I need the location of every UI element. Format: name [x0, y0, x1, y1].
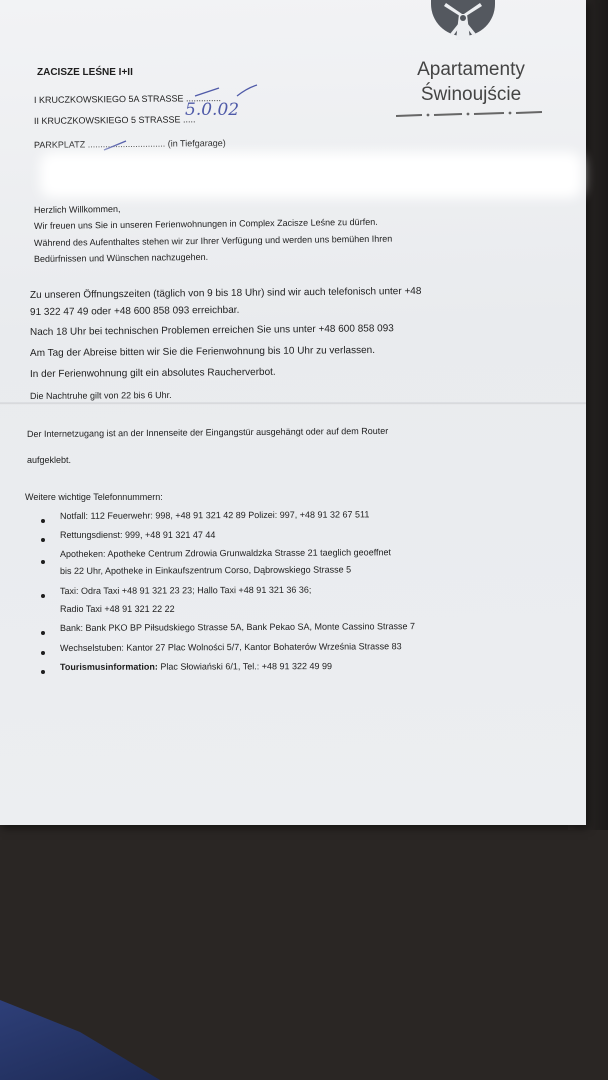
bullet — [41, 519, 45, 523]
hours-line-1: Zu unseren Öffnungszeiten (täglich von 9 bis 18 Uhr) sind wir auch telefonisch unter +48 — [29, 285, 422, 301]
exchange-line: Wechselstuben: Kantor 27 Plac Wolności 5/7, Kantor Bohaterów Września Strasse 83 — [59, 641, 402, 653]
bank-line: Bank: Bank PKO BP Piłsudskiego Strasse 5A, Bank Pekao SA, Monte Cassino Strasse 7 — [59, 621, 416, 633]
bullet — [41, 670, 45, 674]
redacted-area — [40, 152, 582, 198]
address-line-1: I KRUCZKOWSKIEGO 5A STRASSE .............. — [33, 93, 222, 105]
address-line-2: II KRUCZKOWSKIEGO 5 STRASSE ..... — [33, 114, 196, 126]
paper-fold — [0, 402, 586, 405]
emergency-numbers: Notfall: 112 Feuerwehr: 998, +48 91 321 42 89 Polizei: 997, +48 91 32 67 511 — [59, 509, 370, 521]
taxi-line-2: Radio Taxi +48 91 321 22 22 — [60, 604, 175, 614]
bullet — [41, 538, 45, 542]
parking-line: PARKPLATZ ............................... (in Tiefgarage) — [33, 137, 226, 150]
bullet — [41, 560, 45, 564]
brand-underline — [396, 110, 544, 118]
internet-line-1: Der Internetzugang ist an der Innenseite der Eingangstür ausgehängt oder auf dem Router — [26, 425, 389, 439]
smoking-line: In der Ferienwohnung gilt ein absolutes Raucherverbot. — [29, 366, 276, 380]
departure-line: Am Tag der Abreise bitten wir Sie die Ferienwohnung bis 10 Uhr zu verlassen. — [29, 344, 376, 359]
internet-line-2: aufgeklebt. — [27, 455, 72, 465]
brand-line-1: Apartamenty — [417, 59, 525, 80]
quiet-hours-line: Die Nachtruhe gilt von 22 bis 6 Uhr. — [29, 390, 172, 401]
handwritten-apartment-number: 5.0.02 — [185, 100, 240, 120]
greeting: Herzlich Willkommen, — [33, 203, 121, 215]
welcome-line-2: Während des Aufenthaltes stehen wir zur Ihrer Verfügung und werden uns bemühen Ihren — [33, 233, 393, 248]
tech-support-line: Nach 18 Uhr bei technischen Problemen erreichen Sie uns unter +48 600 858 093 — [29, 323, 394, 338]
bullet — [41, 594, 45, 598]
pharmacy-line-2: bis 22 Uhr, Apotheke in Einkaufszentrum Corso, Dąbrowskiego Strasse 5 — [59, 564, 352, 576]
welcome-line-1: Wir freuen uns Sie in unseren Ferienwohnungen in Complex Zacisze Leśne zu dürfen. — [33, 216, 378, 231]
windmill-icon — [430, 0, 496, 52]
tourism-label: Tourismusinformation: — [59, 661, 158, 672]
bullet — [41, 631, 45, 635]
taxi-line-1: Taxi: Odra Taxi +48 91 321 23 23; Hallo Taxi +48 91 321 36 36; — [59, 584, 312, 596]
brand-line-2: Świnoujście — [420, 84, 522, 105]
complex-title: ZACISZE LEŚNE I+II — [37, 67, 133, 78]
welcome-line-3: Bedürfnissen und Wünschen nachzugehen. — [33, 251, 209, 264]
bullet — [41, 651, 45, 655]
ambulance-number: Rettungsdienst: 999, +48 91 321 47 44 — [60, 530, 216, 540]
pharmacy-line-1: Apotheken: Apotheke Centrum Zdrowia Grunwaldzka Strasse 21 taeglich geoeffnet — [59, 547, 392, 559]
tourism-value: Plac Słowiański 6/1, Tel.: +48 91 322 49 99 — [157, 661, 333, 672]
hours-line-2: 91 322 47 49 oder +48 600 858 093 erreichbar. — [29, 304, 240, 318]
blue-fabric — [0, 1000, 160, 1080]
brand-name — [396, 57, 546, 107]
tourism-line — [60, 661, 332, 672]
handwritten-dashes-1 — [193, 82, 263, 102]
phones-heading: Weitere wichtige Telefonnummern: — [25, 492, 163, 502]
